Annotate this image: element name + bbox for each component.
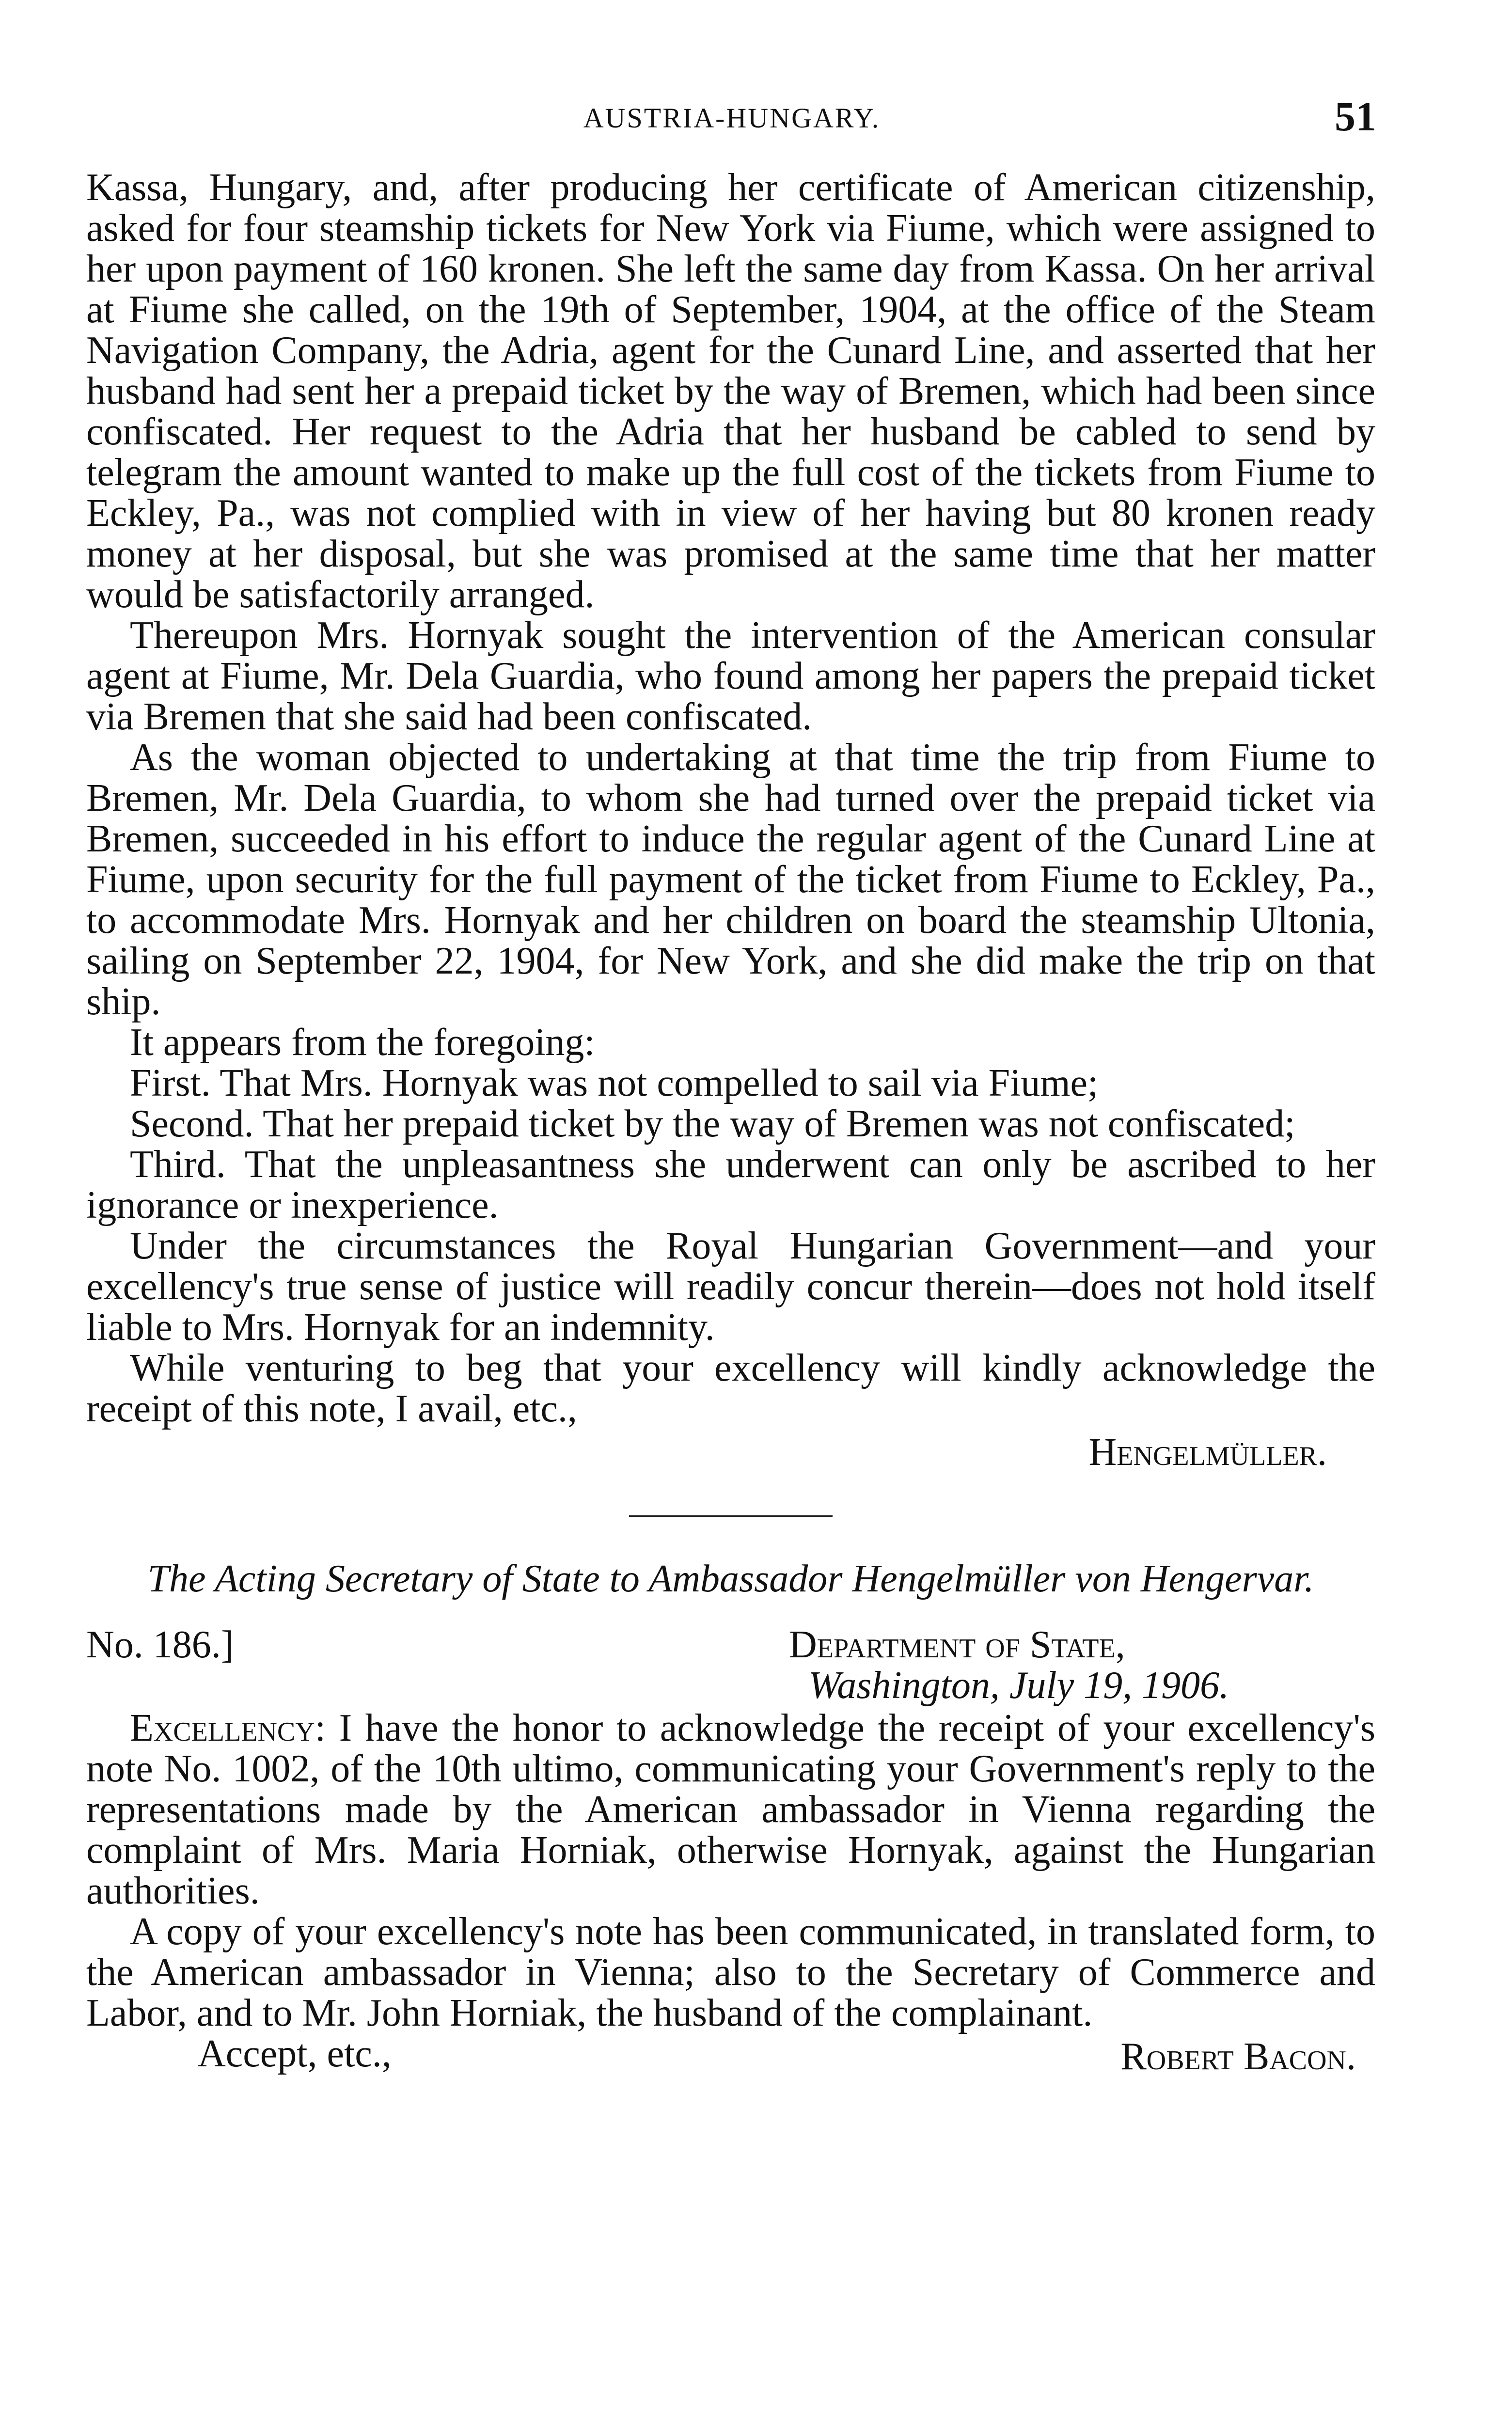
- paragraph: First. That Mrs. Hornyak was not compelled to sail via Fiume;: [130, 1062, 1099, 1104]
- document-title: The Acting Secretary of State to Ambassador Hengelmüller von Hengervar.: [147, 1558, 1314, 1600]
- paragraph: Third. That the unpleasantness she underwent can only be ascribed to her ignorance or inexperience.: [86, 1143, 1375, 1227]
- page-number: 51: [1335, 93, 1376, 140]
- paragraph: While venturing to beg that your excellency will kindly acknowledge the receipt of this note, I avail, etc.,: [86, 1347, 1375, 1430]
- section-divider: [629, 1515, 833, 1517]
- running-head: AUSTRIA-HUNGARY.: [583, 102, 881, 134]
- paragraph: Kassa, Hungary, and, after producing her certificate of American citizenship, asked for four steamship tickets for New York via Fiume, which were assigned to her upon payment of 160 kronen. She left the same day from Kassa. On her arrival at Fiume she called, on the 19th of September, 1904, at the office of the Steam Navigation Company, the Adria, agent for the Cunard Line, and asserted that her husband had sent her a prepaid ticket by the way of Bremen, which had been since confiscated. Her request to the Adria that her husband be cabled to send by telegram the amount wanted to make up the full cost of the tickets from Fiume to Eckley, Pa., was not complied with in view of her having but 80 kronen ready money at her disposal, but she was promised at the same time that her matter would be satisfactorily arranged.: [86, 166, 1375, 616]
- closing: Accept, etc.,: [198, 2032, 392, 2075]
- paragraph-text: I have the honor to acknowledge the receipt of your excellency's note No. 1002, of the 10th ultimo, communicating your Government's reply to the representations made by the American ambassador in Vienna regarding the complaint of Mrs. Maria Horniak, otherwise Hornyak, against the Hungarian authorities.: [86, 1707, 1376, 1912]
- paragraph: Thereupon Mrs. Hornyak sought the intervention of the American consular agent at Fiume, Mr. Dela Guardia, who found among her papers the prepaid ticket via Bremen that she said had been confiscated.: [86, 614, 1375, 738]
- place-date: Washington, July 19, 1906.: [808, 1664, 1229, 1707]
- dateline: [86, 1624, 1375, 1708]
- signature-bacon: Robert Bacon.: [1120, 2035, 1356, 2078]
- document-number: No. 186.]: [86, 1623, 234, 1666]
- paragraph: It appears from the foregoing:: [130, 1021, 595, 1064]
- body-text: [86, 167, 1375, 2077]
- paragraph: Under the circumstances the Royal Hungarian Government—and your excellency's true sense of justice will readily concur therein—does not hold itself liable to Mrs. Hornyak for an indemnity.: [86, 1225, 1375, 1349]
- department-name: Department of State,: [789, 1623, 1125, 1666]
- paragraph: [86, 1708, 1375, 1911]
- paragraph: Second. That her prepaid ticket by the way of Bremen was not confiscated;: [130, 1102, 1295, 1145]
- closing-line: [86, 2033, 1375, 2077]
- salutation: Excellency:: [130, 1707, 326, 1749]
- paragraph: A copy of your excellency's note has been communicated, in translated form, to the American ambassador in Vienna; also to the Secretary of Commerce and Labor, and to Mr. John Horniak, the husband of the complainant.: [86, 1910, 1375, 2034]
- signature-hengelmuller: Hengelmüller.: [1088, 1431, 1327, 1474]
- paragraph: As the woman objected to undertaking at that time the trip from Fiume to Bremen, Mr. Dela Guardia, to whom she had turned over the prepaid ticket via Bremen, succeeded in his effort to induce the regular agent of the Cunard Line at Fiume, upon security for the full payment of the ticket from Fiume to Eckley, Pa., to accommodate Mrs. Hornyak and her children on board the steamship Ultonia, sailing on September 22, 1904, for New York, and she did make the trip on that ship.: [86, 736, 1375, 1023]
- page-header: [87, 92, 1376, 141]
